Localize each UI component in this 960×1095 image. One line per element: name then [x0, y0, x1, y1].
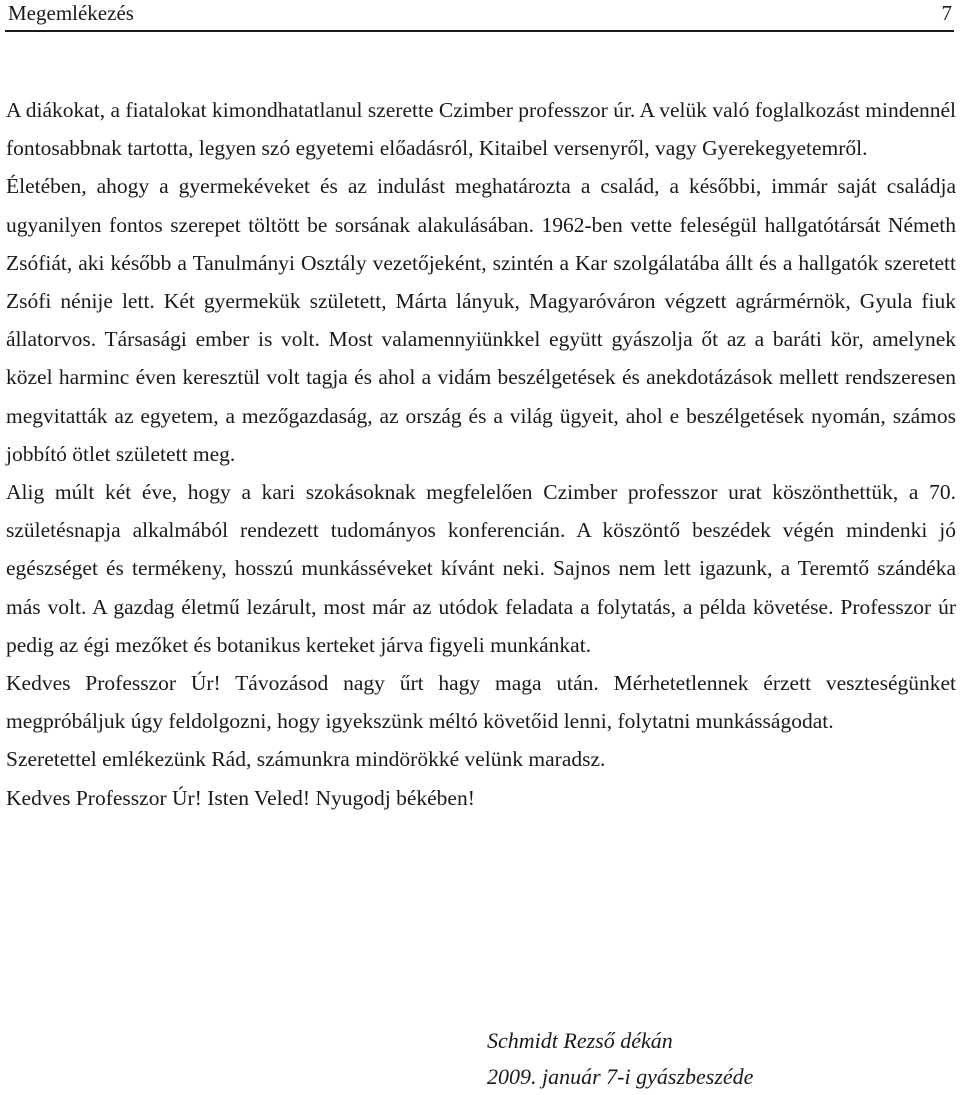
paragraph-anniversary: Alig múlt két éve, hogy a kari szokásoknak megfelelően Czimber professzor urat köszönthettük, a 70. születésnapja alkalmából rendezett tudományos konferencián. A köszöntő beszédek végén mindenki jó egészséget és termékeny, hosszú munkásséveket kívánt neki. Sajnos nem lett igazunk, a Teremtő szándéka más volt. A gazdag életmű lezárult, most már az utódok feladata a folytatás, a példa követése. Professzor úr pedig az égi mezőket és botanikus kerteket járva figyeli munkánkat.	[6, 480, 956, 657]
paragraph-farewell: Kedves Professzor Úr! Távozásod nagy űrt hagy maga után. Mérhetetlennek érzett veszteségünket megpróbáljuk úgy feldolgozni, hogy igyekszünk méltó követőid lenni, folytatni munkásságodat.	[6, 671, 956, 734]
header-divider	[5, 30, 954, 32]
paragraph-family: Életében, ahogy a gyermekéveket és az indulást meghatározta a család, a későbbi, immár saját családja ugyanilyen fontos szerepet töltött be sorsának alakulásában. 1962-ben vette feleségül hallgatótársát Németh Zsófiát, aki később a Tanulmányi Osztály vezetőjeként, szintén a Kar szolgálatába állt és a hallgatók szeretett Zsófi nénije lett. Két gyermekük született, Márta lányuk, Magyaróváron végzett agrármérnök, Gyula fiuk állatorvos. Társasági ember is volt. Most valamennyiünkkel együtt gyászolja őt az a baráti kör, amelynek közel harminc éven keresztül volt tagja és ahol a vidám beszélgetések és anekdotázások mellett rendszeresen megvitatták az egyetem, a mezőgazdaság, az ország és a világ ügyeit, ahol e beszélgetések nyomán, számos jobbító ötlet született meg.	[6, 174, 956, 466]
running-header	[8, 0, 952, 30]
paragraph-remembrance: Szeretettel emlékezünk Rád, számunkra mindörökké velünk maradsz.	[6, 747, 606, 772]
signature-block	[487, 1023, 753, 1095]
paragraph-students: A diákokat, a fiatalokat kimondhatatlanul szerette Czimber professzor úr. A velük való foglalkozást mindennél fontosabbnak tartotta, legyen szó egyetemi előadásról, Kitaibel versenyről, vagy Gyerekegyetemről.	[6, 98, 956, 161]
section-title: Megemlékezés	[8, 1, 134, 25]
signature-occasion: 2009. január 7-i gyászbeszéde	[487, 1064, 754, 1089]
page-number: 7	[941, 1, 952, 25]
memorial-text	[6, 91, 956, 817]
paragraph-rest-in-peace: Kedves Professzor Úr! Isten Veled! Nyugodj békében!	[6, 785, 475, 810]
signature-author: Schmidt Rezső dékán	[487, 1028, 673, 1053]
